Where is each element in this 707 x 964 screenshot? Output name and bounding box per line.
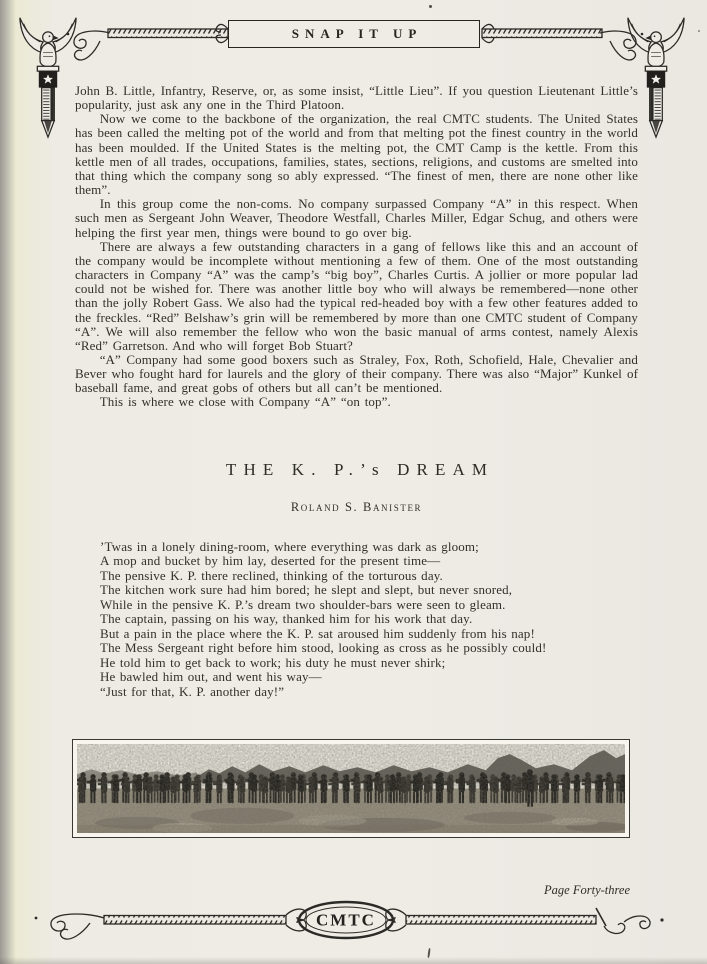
paragraph: John B. Little, Infantry, Reserve, or, as some insist, “Little Lieu”. If you question Lieutenant Little’s popularity, just ask any one in the Third Platoon. bbox=[75, 83, 638, 113]
paragraph: This is where we close with Company “A” “on top”. bbox=[99, 394, 391, 410]
scan-speck bbox=[698, 30, 700, 32]
poem-line: The pensive K. P. there reclined, thinking of the torturous day. bbox=[100, 567, 443, 583]
article-text bbox=[75, 84, 638, 410]
formation-photograph bbox=[72, 739, 630, 838]
paragraph: There are always a few outstanding characters in a gang of fellows like this and an account of the company would be incomplete without mentioning a few of them. One of the most outstanding characters in Company “A” was the camp’s “big boy”, Charles Curtis. A jollier or more popular lad could not be wished for. There was another little boy who will always be remembered—none other than the jolly Robert Gass. We also had the typical red-headed boy with a few other features added to the freckles. “Red” Belshaw’s grin will be remembered by more than one CMTC student of Company “A”. We will also remember the fellow who won the basic manual of arms contest, namely Alexis “Red” Garretson. And who will forget Bob Stuart? bbox=[75, 238, 638, 353]
poem-line: “Just for that, K. P. another day!” bbox=[100, 683, 285, 699]
poem-author: Roland S. Banister bbox=[290, 500, 423, 514]
paragraph: Now we come to the backbone of the organization, the real CMTC students. The United States has been called the melting pot of the world and from that melting pot the finest country in the world has been moulded. If the United States is the melting pot, the CMT Camp is the kettle. From this kettle men of all trades, occupations, families, states, sections, religions, and customs are smelted into that thing which the company song so ably expressed. “The finest of men, there are none other like them”. bbox=[75, 111, 638, 198]
header-banner bbox=[228, 20, 480, 48]
scan-speck bbox=[429, 5, 432, 8]
page-bottom-shadow bbox=[0, 957, 707, 964]
poem-line: The kitchen work sure had him bored; he slept and slept, but never snored, bbox=[100, 582, 513, 598]
paragraph: In this group come the non-coms. No company surpassed Company “A” in this respect. When such men as Sergeant John Weaver, Theodore Westfall, Charles Miller, Edgar Schug, and others were helping the first year men, things were bound to go over big. bbox=[75, 196, 638, 240]
cmtc-monogram: CMTC bbox=[316, 910, 376, 930]
poem-line: But a pain in the place where the K. P. sat aroused him suddenly from his nap! bbox=[100, 625, 535, 641]
page-gutter-shadow bbox=[0, 0, 16, 964]
poem-line: He bawled him out, and went his way— bbox=[100, 669, 322, 685]
paragraph: “A” Company had some good boxers such as Straley, Fox, Roth, Schofield, Hale, Chevalier and Bever who fought hard for laurels and the glory of their company. There was also “Major” Kunkel of baseball fame, and great gobs of others but all can’t be mentioned. bbox=[75, 351, 638, 396]
poem-line: He told him to get back to work; his duty he must never shirk; bbox=[100, 654, 446, 670]
page-number: Page Forty-three bbox=[544, 883, 630, 897]
poem-line: The captain, passing on his way, thanked him for his work that day. bbox=[100, 611, 473, 627]
poem-body bbox=[100, 540, 640, 699]
formation-photograph-image bbox=[77, 744, 625, 833]
poem-line: The Mess Sergeant right before him stood, looking as cross as he possibly could! bbox=[100, 640, 547, 656]
poem-title bbox=[75, 460, 638, 480]
poem-line: A mop and bucket by him lay, deserted for the present time— bbox=[100, 553, 441, 569]
header-banner-label: SNAP IT UP bbox=[291, 26, 423, 41]
poem-line: While in the pensive K. P.’s dream two shoulder-bars were seen to gleam. bbox=[100, 596, 506, 612]
poem-title-text: THE K. P.’s DREAM bbox=[225, 460, 495, 479]
footer-ribbon-rule bbox=[28, 892, 688, 954]
poem-line: ’Twas in a lonely dining-room, where everything was dark as gloom; bbox=[100, 539, 479, 554]
